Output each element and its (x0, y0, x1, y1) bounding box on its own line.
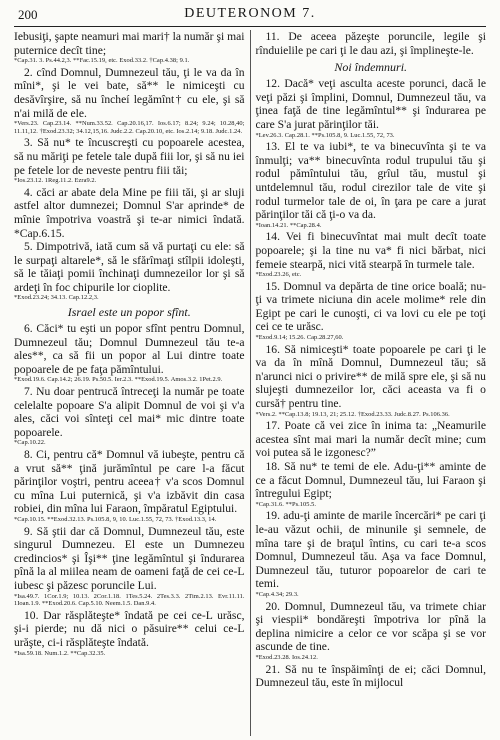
verse: 10. Dar răsplăteşte* îndată pe cei ce-L urăsc, şi-i pierde; nu dă nici o păsuire** celui ce-L urăşte, ci-i răsplăteşte îndată. (14, 608, 245, 649)
cross-reference: *Lev.26.3. Cap.28.1. **Ps.105.8, 9. Luc.1.55, 72, 73. (255, 131, 395, 139)
section-heading: Noi îndemnuri. (334, 60, 408, 75)
cross-reference: *Cap.10.15. **Exod.32.13. Ps.105.8, 9, 10. Luc.1.55, 72, 73. †Exod.13.3, 14. (14, 515, 217, 523)
verse: 16. Să nimiceşti* toate popoarele pe cari ţi le va da în mînă Domnul, Dumnezeul tău; să n'arunci nici o privire** de milă spre ele, şi să nu slujeşti dumnezeilor lor, căci aceasta va fi o cursă† pentru tine. (255, 342, 486, 411)
verse: 17. Poate că vei zice în inima ta: „Neamurile acestea sînt mai mari la număr decît mine; cum voi putea să le izgonesc?” (255, 419, 486, 460)
verse: 21. Să nu te înspăimînţi de ei; căci Domnul, Dumnezeul tău, este în mijlocul (255, 662, 486, 690)
running-title: DEUTERONOM 7. (184, 6, 316, 21)
verse: 12. Dacă* veţi asculta aceste porunci, dacă le veţi păzi şi împlini, Domnul, Dumnezeul tău, va ţinea faţă de tine legămîntul** şi îndurarea pe care S'a jurat părinţilor tăi. (255, 77, 486, 131)
cross-reference: *Vers.23. Cap.23.14. **Num.33.52. Cap.20.16,17. Ios.6.17; 8.24; 9.24; 10.28,40; 11.11,12. †Exod.23.32; 34.12,15,16. Judc.2.2. Cap.20.10, etc. Ios.2.14; 9.18. Judc.1.24. (14, 120, 245, 135)
cross-reference: *Exod.23.24; 34.13. Cap.12.2,3. (14, 294, 99, 302)
cross-reference: *Cap.31.6. **Ps.105.5. (255, 500, 317, 508)
cross-reference: *Cap.4.34; 29.3. (255, 590, 299, 598)
verse: 13. El te va iubi*, te va binecuvînta şi te va înmulţi; va** binecuvînta rodul trupului tău şi rodul pămîntului tău, grîul tău, mustul şi untdelemnul tău, rodul cirezilor tale de vite şi rodul turmelor tale de oi, în ţara pe care a jurat părinţilor tăi că ţi-o va da. (255, 140, 486, 222)
cross-reference: *Cap.10.22. (14, 439, 46, 447)
cross-reference: *Exod.9.14; 15.26. Cap.28.27,60. (255, 334, 344, 342)
cross-reference: *Exod.23.26, etc. (255, 271, 302, 279)
verse: 4. căci ar abate dela Mine pe fiii tăi, şi ar sluji astfel altor dumnezei; Domnul S'ar aprinde* de mînie împotriva voastră şi te-ar nimici îndată. *Cap.6.15. (14, 185, 245, 240)
verse: 14. Vei fi binecuvîntat mai mult decît toate popoarele; şi la tine nu va* fi nici bărbat, nici femeie stearpă, nici vită stearpă în turmele tale. (255, 230, 486, 271)
verse: 11. De aceea păzeşte poruncile, legile şi rînduielile pe cari ţi le dau azi, şi împlineşte-le. (255, 30, 486, 57)
cross-reference: *Isa.49.7. 1Cor.1.9; 10.13. 2Cor.1.18. 1Tes.5.24. 2Tes.3.3. 2Tim.2.13. Evr.11.11. 1Ioan.1.9. **Exod.20.6. Cap.5.10. Neem.1.5. Dan.9.4. (14, 592, 245, 608)
cross-reference: *Vers.2. **Cap.13.8; 19.13, 21; 25.12. †Exod.23.33. Judc.8.27. Ps.106.36. (255, 410, 450, 418)
cross-reference: *Ioan.14.21. **Cap.28.4. (255, 221, 322, 229)
left-column (14, 30, 250, 738)
page-number: 200 (18, 7, 38, 22)
cross-reference: *Exod.19.6. Cap.14.2; 26.19. Ps.50.5. Ier.2.3. **Exod.19.5. Amos.3.2. 1Pet.2.9. (14, 376, 223, 384)
verse: 6. Căci* tu eşti un popor sfînt pentru Domnul, Dumnezeul tău; Domnul Dumnezeul tău te-a ales**, ca să fii un popor al Lui dintre toate popoarele de pe faţa pămîntului. (14, 322, 245, 376)
cross-reference: *Cap.31. 3. Ps.44.2,3. **Fac.15.19, etc. Exod.33.2. †Cap.4.38; 9.1. (14, 57, 190, 65)
verse: 7. Nu doar pentrucă întreceţi la număr pe toate celelalte popoare S'a alipit Domnul de voi şi v'a ales, căci voi sînteţi cel mai* mic dintre toate popoarele. (14, 385, 245, 439)
verse: 3. Să nu* te încuscreşti cu popoarele acestea, să nu măriţi pe fetele tale după fiii lor, şi să nu iei pe fetele lor de neveste pentru fiii tăi; (14, 136, 245, 177)
verse: 18. Să nu* te temi de ele. Adu-ţi** aminte de ce a făcut Domnul, Dumnezeul tău, lui Faraon şi întregului Egipt; (255, 460, 486, 501)
verse: 5. Dimpotrivă, iată cum să vă purtaţi cu ele: să le surpaţi altarele*, să le sfărîmaţi stîlpii idoleşti, să le tăiaţi pomii închinaţi dumnezeilor lor şi să ardeţi în foc chipurile lor cioplite. (14, 240, 245, 294)
verse: Iebusiţi, şapte neamuri mai mari† la număr şi mai puternice decît tine; (14, 30, 245, 57)
verse: 19. adu-ţi aminte de marile încercări* pe cari ţi le-au văzut ochii, de minunile şi semnele, de mîna tare şi de braţul întins, cu cari te-a scos Domnul, Dumnezeul tău. Aşa va face Domnul, Dumnezeul tău, tuturor popoarelor de cari te temi. (255, 509, 486, 591)
right-column (250, 30, 486, 738)
verse: 9. Să ştii dar că Domnul, Dumnezeul tău, este singurul Dumnezeu. El este un Dumnezeu credincios* şi Îşi** ţine legămîntul şi îndurarea pînă la al miilea neam de oameni faţă de cei ce-L iubesc şi păzesc poruncile Lui. (14, 524, 245, 592)
section-heading: Israel este un popor sfînt. (67, 305, 191, 320)
verse: 15. Domnul va depărta de tine orice boală; nu-ţi va trimete niciuna din acele molime* rele din Egipt pe cari le cunoşti, ci va lovi cu ele pe toţi cei ce te urăsc. (255, 279, 486, 334)
verse: 8. Ci, pentru că* Domnul vă iubeşte, pentru că a vrut să** ţină jurămîntul pe care l-a făcut părinţilor voştri, pentru aceea† v'a scos Domnul cu mîna Lui puternică, şi v'a izbăvit din casa robiei, din mîna lui Faraon, împăratul Egiptului. (14, 448, 245, 516)
cross-reference: *Isa.59.18. Num.1.2. **Cap.32.35. (14, 649, 106, 657)
verse: 20. Domnul, Dumnezeul tău, va trimete chiar şi viespii* bondăreşti împotriva lor pînă la deplina nimicire a celor ce vor scăpa şi se vor ascunde de tine. (255, 599, 486, 654)
text-columns (14, 30, 486, 738)
cross-reference: *Exod.23.28. Ios.24.12. (255, 653, 318, 661)
cross-reference: *Ios.23.12. 1Reg.11.2. Ezra9.2. (14, 177, 97, 185)
page-header (14, 4, 486, 27)
verse: 2. cînd Domnul, Dumnezeul tău, ţi le va da în mîni*, şi le vei bate, să** le nimiceşti cu desăvîrşire, să nu încheí legămînt† cu ele, şi să n'ai milă de ele. (14, 65, 245, 120)
